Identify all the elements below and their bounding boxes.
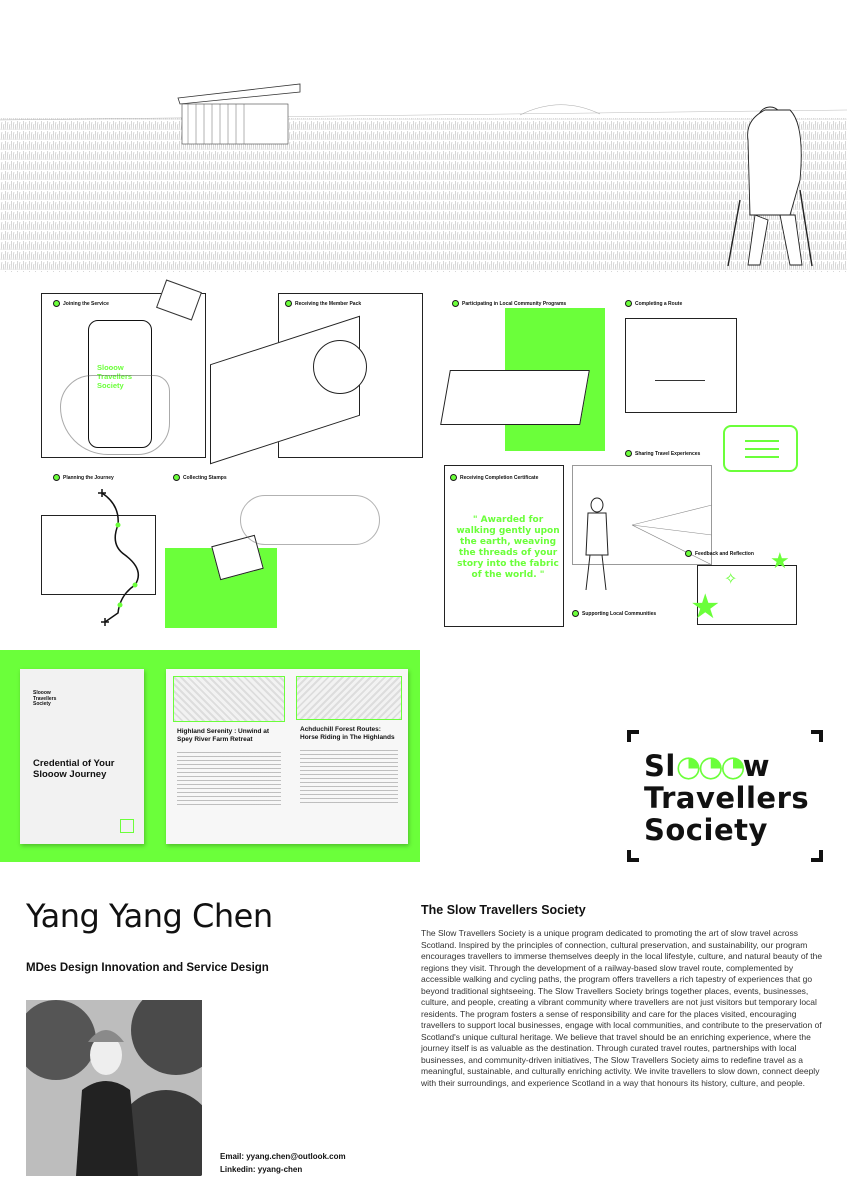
- step-sharing-label: Sharing Travel Experiences: [625, 450, 700, 457]
- highland-cow-image: [173, 676, 285, 722]
- step-completing-label: Completing a Route: [625, 300, 682, 307]
- focus-mark-icon: [120, 819, 134, 833]
- hero-landscape-illustration: [0, 40, 847, 272]
- step-dot-icon: [53, 300, 60, 307]
- corner-mark: [811, 730, 823, 742]
- corner-mark: [811, 850, 823, 862]
- step-dot-icon: [452, 300, 459, 307]
- step-certificate-label: Receiving Completion Certificate: [450, 474, 538, 481]
- step-dot-icon: [625, 300, 632, 307]
- horse-image: [296, 676, 402, 720]
- step-supporting-label: Supporting Local Communities: [572, 610, 656, 617]
- credential-booklet-cover: [20, 669, 144, 844]
- step-feedback-label: Feedback and Reflection: [685, 550, 754, 557]
- email-link[interactable]: Email: yyang.chen@outlook.com: [220, 1152, 346, 1161]
- station-illustration: [572, 465, 712, 595]
- step-member-pack-label: Receiving the Member Pack: [285, 300, 361, 307]
- booklet-brand: Slooow Travellers Society: [33, 690, 57, 707]
- step-planning-label: Planning the Journey: [53, 474, 114, 481]
- author-name: Yang Yang Chen: [26, 897, 273, 935]
- badge-sketch: [313, 340, 367, 394]
- sparkle-icon: ✧: [724, 571, 738, 588]
- step-dot-icon: [572, 610, 579, 617]
- step-dot-icon: [53, 474, 60, 481]
- about-body: The Slow Travellers Society is a unique program dedicated to promoting the art of slow travel across Scotland. Inspired by the principles of connection, cultural preservation, and sustainability, our program encourages travellers to immerse themselves deeply in the local lifestyle, culture, and natural beauty of the regions they visit. Through the development of a railway-based slow travel route, complemented by accessible walking and cycling paths, the program offers travellers a rich tapestry of experiences that go beyond traditional sightseeing. The Slow Travellers Society brings together places, events, businesses, culture, and people, creating a vibrant community where travellers are not just visitors but temporary local residents. The program fosters a sense of responsibility and care for the places visited, encouraging travellers to support local businesses, engage with local communities, and contribute to the preservation of Scotland's unique cultural heritage. We believe that travel should be an enriching experience, where the journey itself is as valuable as the destination. Through curated travel routes, partnerships with local businesses, and community-driven initiatives, The Slow Travellers Society aims to redefine travel as a meaningful, sustainable, and culturally enriching activity. We invite travellers to slow down, connect deeply with their surroundings, and experience Scotland in a way that honours its history, culture, and people.: [421, 928, 823, 1088]
- linkedin-link[interactable]: Linkedin: yyang-chen: [220, 1165, 303, 1174]
- booklet-title: Credential of Your Slooow Journey: [33, 758, 115, 780]
- article-right-body: [300, 750, 398, 805]
- step-dot-icon: [625, 450, 632, 457]
- phone-screen-text: Slooow Travellers Society: [97, 363, 133, 390]
- feet-sketch: [655, 380, 705, 410]
- article-left: [173, 676, 285, 836]
- article-left-title: Highland Serenity : Unwind at Spey River Farm Retreat: [177, 728, 270, 743]
- author-contact: [220, 1150, 346, 1176]
- hand-sketch: [60, 375, 170, 455]
- chat-bubble-icon: [723, 425, 798, 472]
- logo-wordmark: Sl◔◔◔w Travellers Society: [644, 749, 810, 847]
- logo-circles-icon: ◔◔◔: [675, 749, 743, 783]
- picnic-table-sketch: [440, 370, 590, 425]
- author-portrait: [26, 1000, 202, 1176]
- step-dot-icon: [285, 300, 292, 307]
- about-title: The Slow Travellers Society: [421, 903, 586, 917]
- step-dot-icon: [450, 474, 457, 481]
- step-joining-label: Joining the Service: [53, 300, 109, 307]
- article-left-body: [177, 752, 281, 807]
- step-dot-icon: [173, 474, 180, 481]
- author-program: MDes Design Innovation and Service Design: [26, 962, 269, 974]
- corner-mark: [627, 850, 639, 862]
- star-small-icon: ★: [770, 548, 790, 573]
- step-dot-icon: [685, 550, 692, 557]
- step-stamps-label: Collecting Stamps: [173, 474, 227, 481]
- hand-stamp-sketch: [240, 495, 380, 545]
- route-map-icon: [90, 485, 160, 630]
- brand-logo: [627, 730, 823, 862]
- step-community-label: Participating in Local Community Programs: [452, 300, 566, 307]
- corner-mark: [627, 730, 639, 742]
- star-icon: ★: [690, 588, 721, 626]
- article-right: [296, 676, 402, 836]
- certificate-quote: " Awarded for walking gently upon the earth, weaving the threads of your story into the fabric of the world. ": [456, 515, 560, 580]
- article-right-title: Achduchill Forest Routes: Horse Riding in The Highlands: [300, 726, 395, 741]
